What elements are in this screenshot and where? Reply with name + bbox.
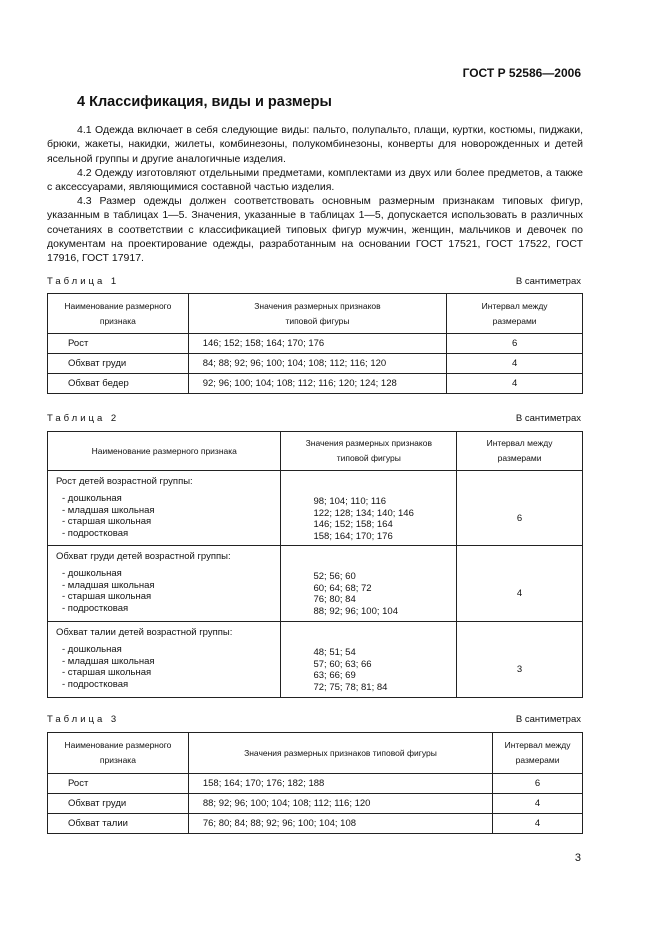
table-cell-interval: 4 <box>493 814 583 834</box>
list-item: - старшая школьная <box>62 591 152 602</box>
group-title: Обхват груди детей возрастной группы: <box>56 551 231 562</box>
table-cell-values: 84; 88; 92; 96; 100; 104; 108; 112; 116; 120 <box>188 354 447 374</box>
table-row <box>48 794 583 814</box>
list-item: - дошкольная <box>62 493 122 504</box>
table1-units: В сантиметрах <box>515 276 581 287</box>
table-row <box>48 471 583 546</box>
table2 <box>47 431 583 698</box>
table-cell-name: Рост <box>48 774 189 794</box>
table2-group-values-cell <box>281 622 457 698</box>
table-row <box>48 374 583 394</box>
list-item-values: 60; 64; 68; 72 <box>313 582 372 594</box>
table1-header-name: Наименование размерного признака <box>48 294 189 334</box>
table2-header-values: Значения размерных признаков типовой фигуры <box>281 432 457 471</box>
table-cell-values: 146; 152; 158; 164; 170; 176 <box>188 334 447 354</box>
group-title: Обхват талии детей возрастной группы: <box>56 627 233 638</box>
table3-header-values: Значения размерных признаков типовой фигуры <box>188 733 492 774</box>
paragraph-4-3 <box>47 194 583 265</box>
table2-header-name: Наименование размерного признака <box>48 432 281 471</box>
table-cell-interval: 4 <box>447 374 583 394</box>
list-item-values: 88; 92; 96; 100; 104 <box>313 605 399 617</box>
table-cell-interval: 4 <box>447 354 583 374</box>
table1-caption: Таблица 1 <box>47 276 120 287</box>
table3-caption: Таблица 3 <box>47 714 120 725</box>
table-row <box>48 622 583 698</box>
list-item-values: 52; 56; 60 <box>313 571 356 582</box>
paragraph-4-1 <box>47 123 583 166</box>
table2-group-values-cell <box>281 546 457 622</box>
table-cell-interval: 6 <box>457 471 583 546</box>
table-cell-values: 88; 92; 96; 100; 104; 108; 112; 116; 120 <box>188 794 492 814</box>
list-item: - старшая школьная <box>62 667 152 678</box>
list-item: - младшая школьная <box>62 655 155 667</box>
table-cell-interval: 4 <box>457 546 583 622</box>
table-row <box>48 354 583 374</box>
table1-header-values: Значения размерных признаков типовой фигуры <box>188 294 447 334</box>
table2-group-values-cell <box>281 471 457 546</box>
list-item: - дошкольная <box>62 568 122 579</box>
table-cell-name: Обхват бедер <box>48 374 189 394</box>
table-row <box>48 814 583 834</box>
paragraph-text: 4.2 Одежду изготовляют отдельными предметами, комплектами из двух или более предметов, а также с аксессуарами, являющимися составной частью изделия. <box>47 167 583 194</box>
list-item-values: 48; 51; 54 <box>313 647 356 658</box>
table1-header-row <box>48 294 583 334</box>
list-item-values: 72; 75; 78; 81; 84 <box>313 681 388 693</box>
table-cell-values: 92; 96; 100; 104; 108; 112; 116; 120; 124; 128 <box>188 374 447 394</box>
table-cell-values: 158; 164; 170; 176; 182; 188 <box>188 774 492 794</box>
list-item: - младшая школьная <box>62 579 155 591</box>
table-cell-name: Обхват талии <box>48 814 189 834</box>
table2-group-name-cell <box>48 471 281 546</box>
list-item: - подростковая <box>62 602 129 614</box>
table2-group-name-cell <box>48 546 281 622</box>
list-item: - младшая школьная <box>62 504 155 516</box>
list-item-values: 146; 152; 158; 164 <box>313 519 393 530</box>
list-item-values: 63; 66; 69 <box>313 670 356 681</box>
table1-header-interval: Интервал между размерами <box>447 294 583 334</box>
table-cell-interval: 3 <box>457 622 583 698</box>
list-item: - подростковая <box>62 527 129 539</box>
paragraph-4-2 <box>47 166 583 195</box>
table-row <box>48 546 583 622</box>
list-item-values: 122; 128; 134; 140; 146 <box>313 507 414 519</box>
list-item-values: 76; 80; 84 <box>313 594 356 605</box>
group-title: Рост детей возрастной группы: <box>56 476 193 487</box>
table-cell-interval: 4 <box>493 794 583 814</box>
list-item-values: 57; 60; 63; 66 <box>313 658 372 670</box>
table3-header-name: Наименование размерного признака <box>48 733 189 774</box>
list-item-values: 98; 104; 110; 116 <box>313 496 387 507</box>
list-item: - старшая школьная <box>62 516 152 527</box>
table2-caption: Таблица 2 <box>47 413 120 424</box>
section-title: 4 Классификация, виды и размеры <box>77 94 332 110</box>
table2-units: В сантиметрах <box>515 413 581 424</box>
table3-header-row <box>48 733 583 774</box>
table2-header-interval: Интервал между размерами <box>457 432 583 471</box>
paragraph-text: 4.3 Размер одежды должен соответствовать основным размерным признакам типовых фигур, указанным в таблицах 1—5. Значения, указанные в таблицах 1—5, допускается использовать в различных сочетаниях в соответствии с классификацией типовых фигур мужчин, женщин, мальчиков и девочек по документам на проектирование одежды, разработанным на основании ГОСТ 17521, ГОСТ 17522, ГОСТ 17916, ГОСТ 17917. <box>47 195 583 265</box>
table-cell-name: Обхват груди <box>48 354 189 374</box>
paragraph-text: 4.1 Одежда включает в себя следующие виды: пальто, полупальто, плащи, куртки, костюмы, пиджаки, брюки, жакеты, накидки, жилеты, комбинезоны, полукомбинезоны, конверты для новорожденных и детей ясельной группы и другие аналогичные изделия. <box>47 124 583 165</box>
table-cell-interval: 6 <box>493 774 583 794</box>
table3 <box>47 732 583 834</box>
table-cell-name: Обхват груди <box>48 794 189 814</box>
page-number: 3 <box>574 852 581 864</box>
list-item-values: 158; 164; 170; 176 <box>313 530 393 542</box>
table-cell-interval: 6 <box>447 334 583 354</box>
table2-group-name-cell <box>48 622 281 698</box>
table3-header-interval: Интервал между размерами <box>493 733 583 774</box>
document-header: ГОСТ Р 52586—2006 <box>462 66 581 80</box>
table-cell-name: Рост <box>48 334 189 354</box>
list-item: - подростковая <box>62 678 129 690</box>
table2-header-row <box>48 432 583 471</box>
table-cell-values: 76; 80; 84; 88; 92; 96; 100; 104; 108 <box>188 814 492 834</box>
table-row <box>48 774 583 794</box>
table3-units: В сантиметрах <box>515 714 581 725</box>
table1 <box>47 293 583 394</box>
table-row <box>48 334 583 354</box>
list-item: - дошкольная <box>62 644 122 655</box>
